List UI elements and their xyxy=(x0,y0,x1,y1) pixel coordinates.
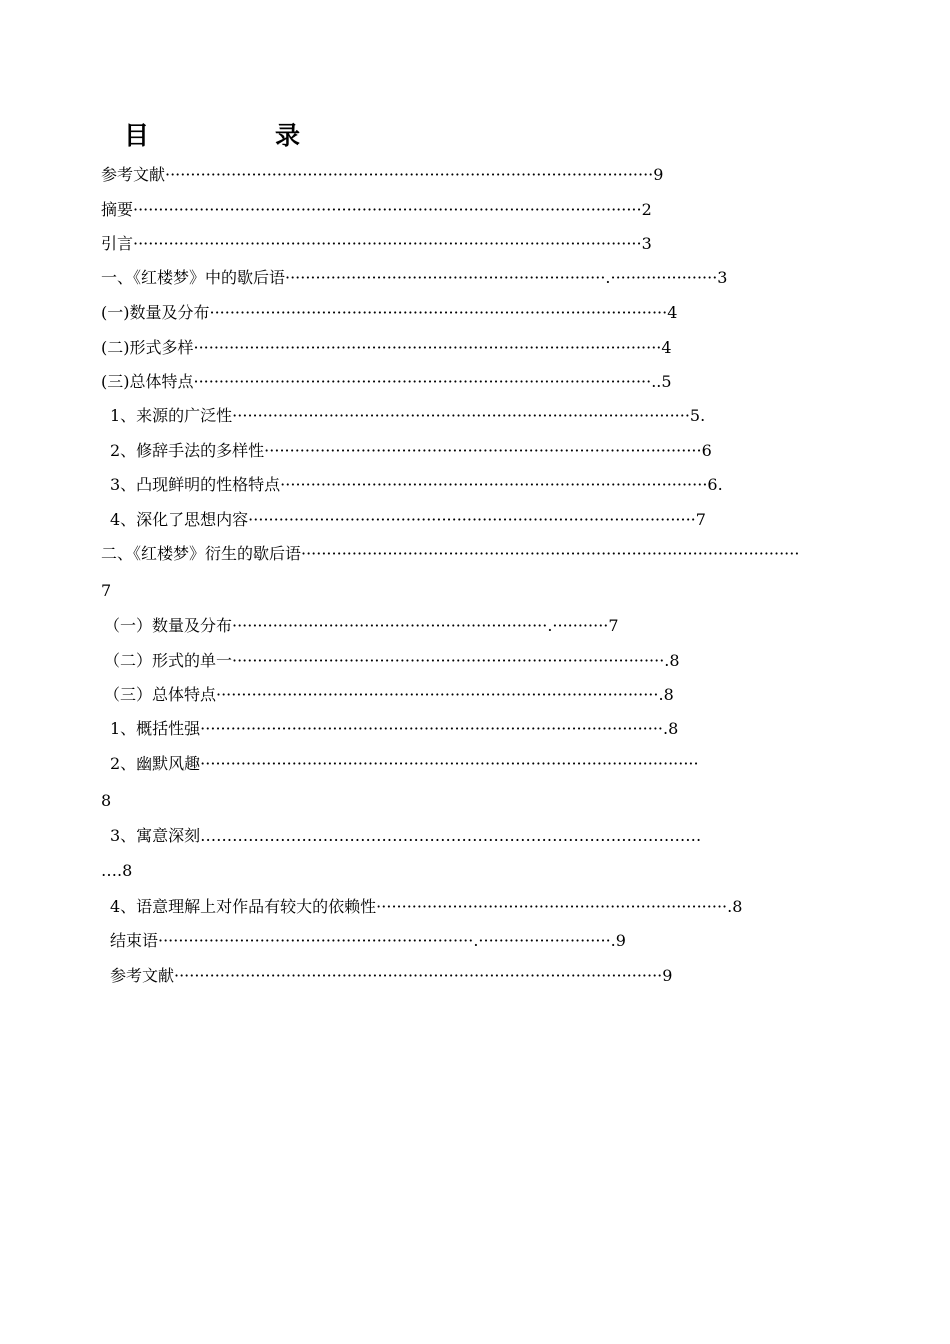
toc-entry-2-1: （一）数量及分布······························································.···········7 xyxy=(104,616,619,635)
toc-entry-references-bottom: 参考文献································································································9 xyxy=(110,966,673,985)
toc-title-char-2: 录 xyxy=(275,121,301,150)
toc-entry-2-3-3: 3、寓意深刻…………………………………………………………………….…………… xyxy=(110,826,702,845)
toc-entry-2-3-2: 2、幽默风趣·································································································· xyxy=(110,754,699,773)
toc-entry-1-3-1: 1、来源的广泛性··························································································5. xyxy=(110,406,706,425)
toc-entry-section-2: 二、《红楼梦》衍生的歇后语·································································································· xyxy=(101,544,800,563)
toc-entry-2-3-4: 4、语意理解上对作品有较大的依赖性·····································································.8 xyxy=(110,897,743,916)
toc-entry-abstract: 摘要····································································································2 xyxy=(101,200,652,219)
toc-entry-1-3-3: 3、凸现鲜明的性格特点····················································································6. xyxy=(110,475,723,494)
toc-entry-section-2-page: 7 xyxy=(101,581,112,600)
toc-entry-1-3: (三)总体特点··························································································..5 xyxy=(101,372,672,391)
toc-title-char-1: 目 xyxy=(124,121,150,150)
toc-entry-introduction: 引言····································································································3 xyxy=(101,234,652,253)
toc-title xyxy=(124,118,300,154)
toc-entry-2-3: （三）总体特点·······················································································.8 xyxy=(104,685,674,704)
toc-entry-2-2: （二）形式的单一·····················································································.8 xyxy=(104,651,680,670)
toc-entry-1-3-4: 4、深化了思想内容························································································7 xyxy=(110,510,706,529)
toc-entry-references-top: 参考文献································································································9 xyxy=(101,165,664,184)
toc-entry-2-3-2-page: 8 xyxy=(101,791,112,810)
toc-entry-2-3-1: 1、概括性强···························································································.8 xyxy=(110,719,679,738)
toc-entry-2-3-3-page: ….8 xyxy=(101,861,133,880)
toc-entry-1-1: (一)数量及分布··························································································4 xyxy=(101,303,678,322)
toc-entry-section-1: 一、《红楼梦》中的歇后语·······························································.·····················3 xyxy=(101,268,728,287)
toc-entry-1-3-2: 2、修辞手法的多样性······················································································6 xyxy=(110,441,712,460)
toc-entry-conclusion: 结束语······························································.··························.9 xyxy=(110,931,626,950)
toc-entry-1-2: (二)形式多样····························································································4 xyxy=(101,338,672,357)
